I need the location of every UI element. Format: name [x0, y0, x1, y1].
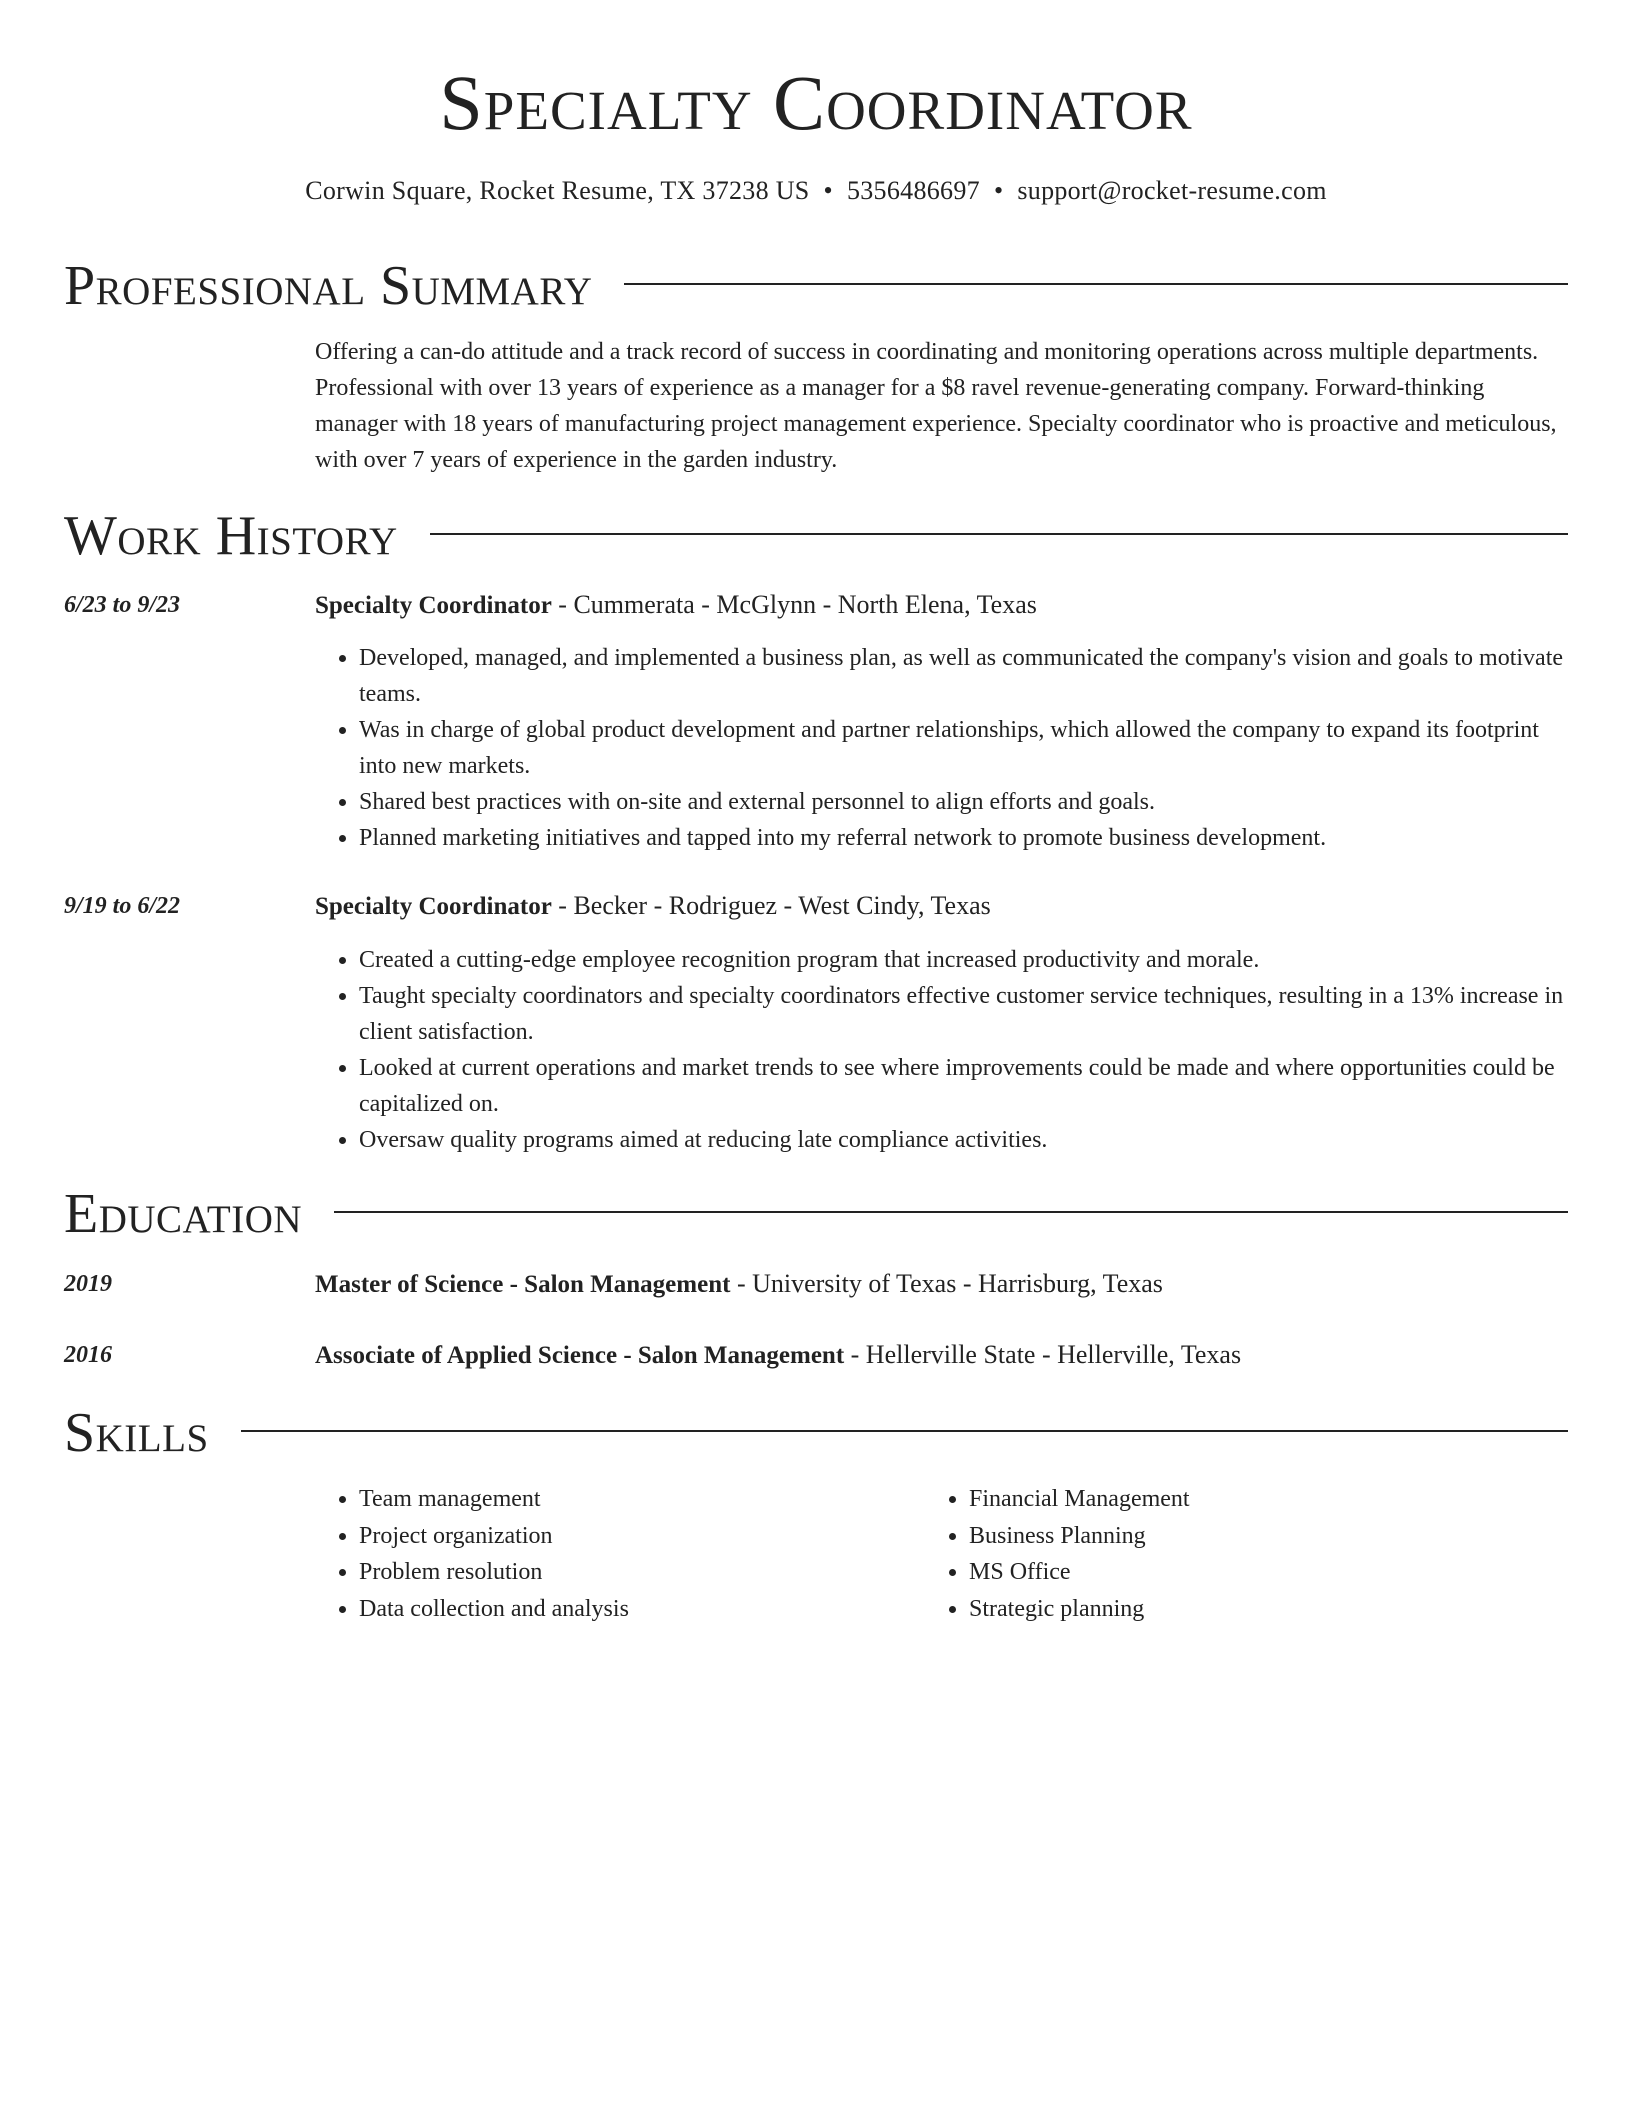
skill-item: • Problem resolution [359, 1554, 919, 1591]
list-item: • Created a cutting-edge employee recognition program that increased productivity and morale. [359, 942, 1568, 978]
school-details: - University of Texas - Harrisburg, Texas [730, 1269, 1163, 1298]
contact-line [0, 174, 1632, 208]
work-section-header [64, 504, 1568, 568]
list-item: • Shared best practices with on-site and external personnel to align efforts and goals. [359, 784, 1568, 820]
list-item: • Taught specialty coordinators and specialty coordinators effective customer service techniques, resulting in a 13% increase in client satisfaction. [359, 978, 1568, 1050]
job-bullets [315, 942, 1568, 1158]
list-item: • Looked at current operations and market trends to see where improvements could be made and where opportunities could be capitalized on. [359, 1050, 1568, 1122]
skill-item: • Data collection and analysis [359, 1591, 919, 1628]
contact-phone: 5356486697 [846, 176, 980, 205]
education-year: 2016 [64, 1342, 112, 1368]
skill-item: • MS Office [969, 1554, 1569, 1591]
job-title: Specialty Coordinator [315, 592, 552, 619]
job-dates: 9/19 to 6/22 [64, 893, 181, 919]
contact-address: Corwin Square, Rocket Resume, TX 37238 US [305, 176, 810, 205]
degree-title: Associate of Applied Science - Salon Management [315, 1342, 845, 1369]
summary-text: Offering a can-do attitude and a track record of success in coordinating and monitoring operations across multiple departments. Professional with over 13 years of experience as a manager for a $8 ravel revenue-generating company. Forward-thinking manager with 18 years of manufacturing project management experience. Specialty coordinator who is proactive and meticulous, with over 7 years of experience in the garden industry. [315, 339, 1557, 473]
skills-section-title: Skills [64, 1402, 209, 1464]
section-divider [624, 283, 1568, 285]
skills-list-left [315, 1481, 919, 1627]
summary-section-header [64, 254, 1568, 318]
job-heading [315, 889, 1568, 924]
skill-item: • Financial Management [969, 1481, 1569, 1518]
job-employer: - Cummerata - McGlynn - North Elena, Texas [551, 590, 1037, 619]
list-item: • Oversaw quality programs aimed at reducing late compliance activities. [359, 1122, 1568, 1158]
work-section-title: Work History [64, 505, 398, 567]
skills-section-header [64, 1401, 1568, 1465]
education-section-title: Education [64, 1183, 303, 1245]
education-year: 2019 [64, 1271, 112, 1297]
job-title: Specialty Coordinator [315, 893, 552, 920]
section-divider [430, 533, 1568, 535]
contact-separator: • [993, 176, 1004, 205]
job-bullets [315, 640, 1568, 856]
list-item: • Was in charge of global product development and partner relationships, which allowed the company to expand its footprint into new markets. [359, 712, 1568, 784]
section-divider [241, 1430, 1568, 1432]
list-item: • Developed, managed, and implemented a business plan, as well as communicated the company's vision and goals to motivate teams. [359, 640, 1568, 712]
summary-section-title: Professional Summary [64, 255, 593, 317]
school-details: - Hellerville State - Hellerville, Texas [844, 1340, 1242, 1369]
section-divider [334, 1211, 1568, 1213]
list-item: • Planned marketing initiatives and tapped into my referral network to promote business development. [359, 820, 1568, 856]
education-entry [315, 1338, 1568, 1373]
candidate-name: Specialty Coordinator [439, 59, 1193, 146]
skill-item: • Team management [359, 1481, 919, 1518]
job-employer: - Becker - Rodriguez - West Cindy, Texas [551, 891, 991, 920]
contact-separator: • [823, 176, 833, 205]
skills-list-right [925, 1481, 1569, 1627]
degree-title: Master of Science - Salon Management [315, 1271, 731, 1298]
education-section-header [64, 1182, 1568, 1246]
job-dates: 6/23 to 9/23 [64, 592, 181, 618]
job-heading [315, 588, 1568, 623]
skill-item: • Strategic planning [969, 1591, 1569, 1628]
contact-email: support@rocket-resume.com [1017, 176, 1327, 205]
skill-item: • Business Planning [969, 1518, 1569, 1555]
education-entry [315, 1267, 1568, 1302]
skill-item: • Project organization [359, 1518, 919, 1555]
